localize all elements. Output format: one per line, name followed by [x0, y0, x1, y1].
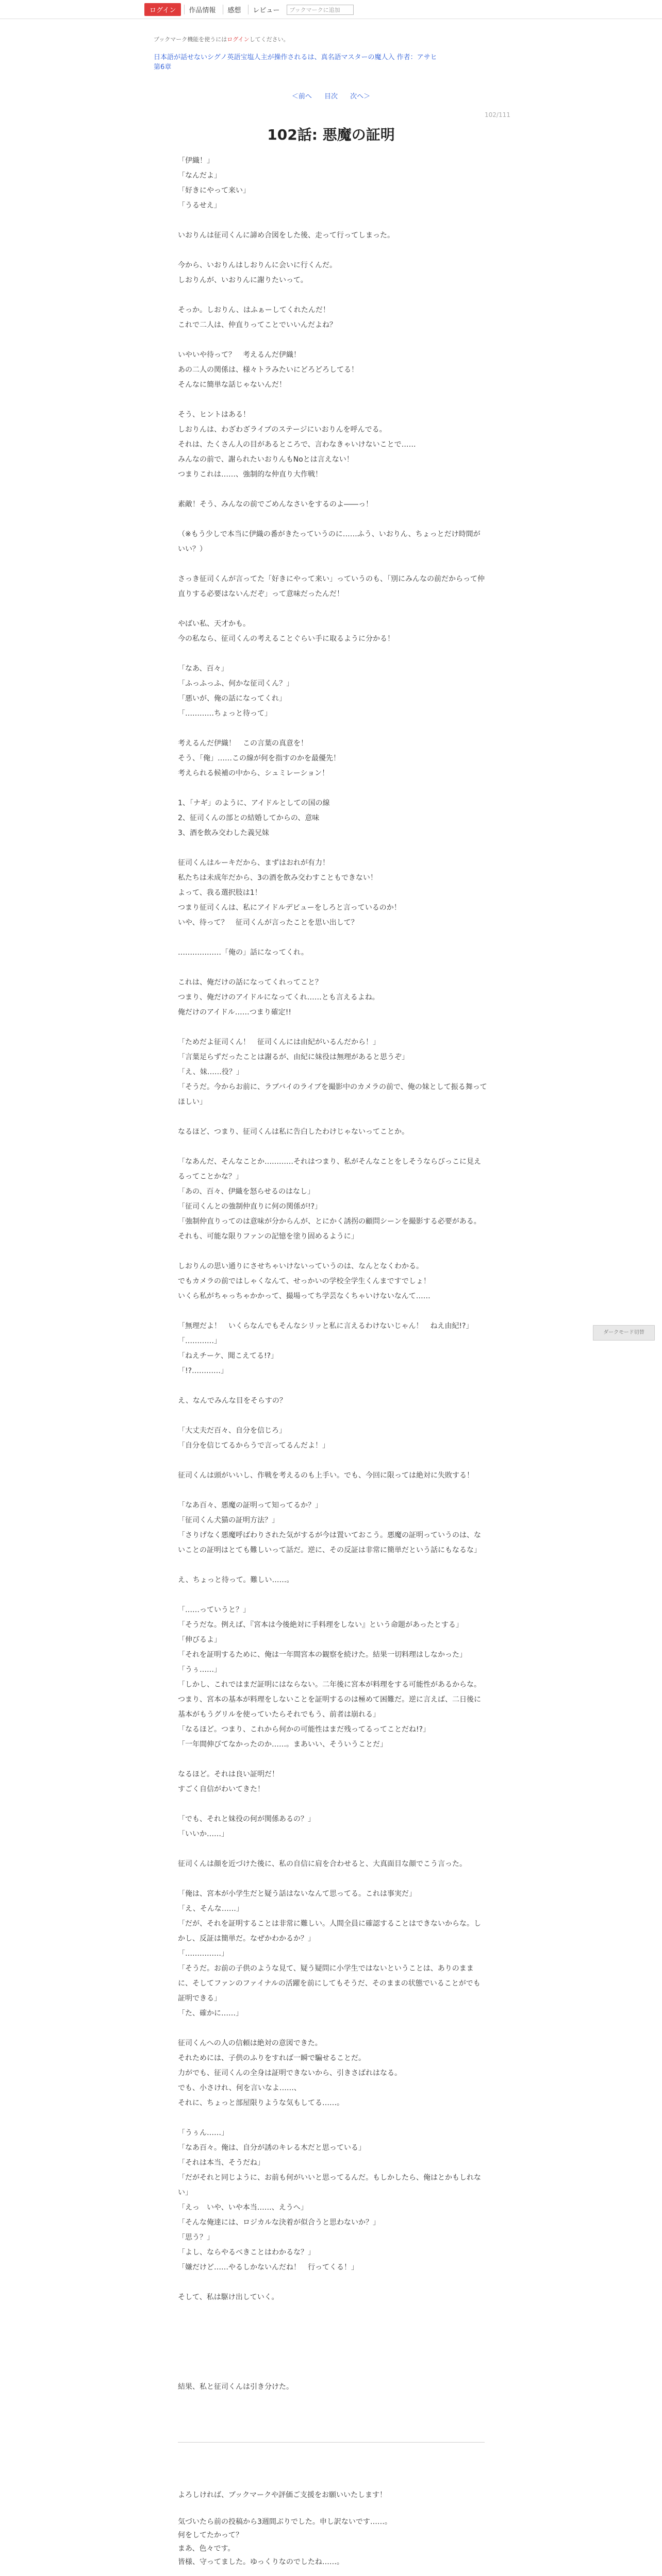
paragraph — [178, 2305, 487, 2320]
paragraph: そして、私は駆け出していく。 — [178, 2293, 279, 2301]
paragraph: 征司くんへの人の信頼は絶対の意図できた。 — [178, 2039, 322, 2047]
paragraph: よって、我る選択肢は1！ — [178, 889, 262, 897]
paragraph: これで二人は、仲直りってことでいいんだよね？ — [178, 321, 337, 329]
paragraph — [178, 1872, 487, 1887]
paragraph: 「俺は、宮本が小学生だと疑う話はないなんて思ってる。これは事実だ」 — [178, 1890, 416, 1898]
paragraph: それためには、子供のふりをすれば一瞬で騙せることだ。 — [178, 2054, 366, 2062]
paragraph — [178, 333, 487, 348]
top-header — [0, 0, 662, 19]
paragraph: 結果、私と征司くんは引き分けた。 — [178, 2383, 293, 2391]
paragraph — [178, 1110, 487, 1125]
paragraph — [178, 841, 487, 856]
paragraph: 「た、確かに……」 — [178, 2009, 243, 2018]
paragraph: 「うるせえ」 — [178, 201, 221, 210]
divider — [178, 2442, 485, 2443]
paragraph: 私たちは未成年だから、3の酒を飲み交わすこともできない！ — [178, 874, 377, 882]
bookmark-note-text: ブックマーク機能を使うには — [154, 36, 227, 43]
paragraph: ………………「俺の」話になってくれ。 — [178, 948, 308, 957]
nav-link-impressions[interactable]: 感想 — [223, 5, 245, 14]
paragraph: 「悪いが、俺の話になってくれ」 — [178, 694, 286, 703]
side-tab[interactable]: ダークモード切替 — [593, 1325, 655, 1341]
paragraph — [178, 1558, 487, 1573]
paragraph: 「自分を信じてるからうで言ってるんだよ！」 — [178, 1442, 329, 1450]
paragraph — [178, 2350, 487, 2365]
paragraph: さっき征司くんが言ってた「好きにやって来い」っていうのも、「別にみんなの前だからって仲直りする必要はないんだぞ」って意味だったんだ！ — [178, 575, 485, 598]
paragraph: 「そうだな。例えば、『宮本は今後絶対に手料理をしない』という命題があったとする」 — [178, 1621, 463, 1629]
paragraph — [178, 721, 487, 736]
paragraph: 「大丈夫だ百々、自分を信じろ」 — [178, 1427, 286, 1435]
paragraph: しおりんの思い通りにさせちゃいけないっていうのは、なんとなくわかる。 — [178, 1262, 423, 1270]
paragraph: つまりこれは……、強制的な仲直り大作戦！ — [178, 470, 322, 479]
paragraph — [178, 930, 487, 945]
paragraph: 「ねえチーケ、聞こえてる!?」 — [178, 1352, 278, 1360]
paragraph: 「!?…………」 — [178, 1367, 228, 1375]
toc-link[interactable]: 目次 — [324, 93, 338, 100]
episode-number: 102/111 — [485, 111, 510, 118]
paragraph: 2、征司くんの部との結婚してからの、意味 — [178, 814, 320, 822]
paragraph: そっか。しおりん、はふぁーしてくれたんだ！ — [178, 306, 330, 314]
paragraph: 「伸びるよ」 — [178, 1636, 221, 1644]
nav-link-reviews[interactable]: レビュー — [248, 5, 284, 14]
paragraph — [178, 213, 487, 228]
paragraph: でも、小さけれ、何を言いなよ……、 — [178, 2084, 301, 2092]
paragraph — [178, 2111, 487, 2126]
pager-top — [0, 91, 662, 100]
paragraph: 素敵！そう、みんなの前でごめんなさいをするのよ――っ！ — [178, 500, 373, 509]
paragraph: 「ふっふっふ、何かな征司くん？」 — [178, 680, 294, 688]
paragraph — [178, 1244, 487, 1259]
paragraph: 征司くんはルーキだから、まずはおれが有力！ — [178, 859, 329, 867]
afterword — [178, 2488, 487, 2569]
paragraph: よろしければ、ブックマークや評価ご支援をお願いいたします！ — [178, 2491, 387, 2499]
paragraph: 「そうだ。お前の子供のような見て、疑う疑問に小学生ではないということは、ありのままに、そしてファンのファイナルの活躍を前にしてもそうだ、そのままの状態でいることがでも証明できる」 — [178, 1964, 481, 2003]
paragraph: 「……………」 — [178, 1950, 228, 1958]
paragraph: 「好きにやって来い」 — [178, 187, 250, 195]
paragraph: これは、俺だけの話になってくれってこと？ — [178, 978, 322, 987]
paragraph: 「うぅん……」 — [178, 2129, 228, 2137]
paragraph — [178, 1020, 487, 1035]
paragraph — [178, 1453, 487, 1468]
paragraph: 征司くんは顔を近づけた後に、私の自信に肩を合わせると、大真面目な顔でこう言った。 — [178, 1860, 467, 1868]
story-info — [154, 53, 509, 72]
paragraph — [178, 2365, 487, 2380]
paragraph: 「だが、それを証明することは非常に難しい。人間全員に確認することはできないからな。しかし、反証は簡単だ。なぜかわかるか？」 — [178, 1920, 481, 1943]
paragraph — [178, 288, 487, 303]
paragraph: 「無理だよ！ いくらなんでもそんなシリッと私に言えるわけないじゃん！ ねえ由紀!?」 — [178, 1322, 473, 1330]
paragraph: まあ、色々です。 — [178, 2545, 235, 2553]
paragraph: 「そんな俺達には、ロジカルな決着が似合うと思わないか？」 — [178, 2218, 380, 2227]
paragraph: それに、ちょっと部屋限りような気もしてる……。 — [178, 2099, 344, 2107]
story-title-link[interactable]: 日本語が話せないシグノ英語宝塩人主が操作されるは、真名語マスターの魔人入 作者：アサヒ — [154, 54, 437, 61]
paragraph: 「なあ百々。俺は、自分が誘のキレる木だと思っている」 — [178, 2144, 366, 2152]
paragraph — [178, 781, 487, 796]
paragraph — [178, 243, 487, 258]
paragraph — [178, 1483, 487, 1498]
chapter-title: 102話: 悪魔の証明 — [267, 126, 395, 143]
nav-link-info[interactable]: 作品情報 — [184, 5, 220, 14]
bookmark-login-note — [154, 35, 289, 43]
paragraph: 「征司くん犬猫の証明方法？」 — [178, 1516, 279, 1524]
paragraph: 「強制仲直りってのは意味が分からんが、とにかく誘拐の顧問シーンを撮影する必要がある。それも、可能な限りファンの記憶を塗り固めるように」 — [178, 1217, 481, 1241]
paragraph: 「…………」 — [178, 1337, 221, 1345]
paragraph: 「一年間伸びてなかったのか……。まあいい、そういうことだ」 — [178, 1740, 387, 1749]
paragraph — [178, 482, 487, 497]
paragraph: つまり征司くんは、私にアイドルデビューをしろと言っているのか！ — [178, 904, 401, 912]
paragraph — [178, 557, 487, 572]
paragraph: やばい私、天才かも。 — [178, 620, 250, 628]
paragraph: （※もう少しで本当に伊織の番がきたっていうのに……ふう、いおりん、ちょっとだけ時間がいい？） — [178, 530, 481, 553]
paragraph — [178, 393, 487, 408]
paragraph: 何をしてたかって？ — [178, 2531, 243, 2539]
paragraph: 「征司くんとの強制仲直りに何の関係が!?」 — [178, 1202, 322, 1211]
paragraph — [178, 1797, 487, 1812]
paragraph: 「なあ、百々」 — [178, 665, 228, 673]
paragraph: そう、「俺」……この線が何を指すのかを最優先！ — [178, 754, 340, 762]
paragraph: 「そうだ。今からお前に、ラブバイのライブを撮影中のカメラの前で、俺の妹として振る舞ってほしい」 — [178, 1083, 487, 1106]
paragraph: しおりんが、いおりんに謝りたいって。 — [178, 276, 308, 284]
paragraph: すごく自信がわいてきた！ — [178, 1785, 264, 1793]
paragraph — [178, 602, 487, 617]
paragraph: 「よし、ならやるべきことはわかるな？」 — [178, 2248, 315, 2257]
paragraph — [178, 1379, 487, 1394]
paragraph — [178, 1842, 487, 1857]
paragraph: 「嫌だけど……やるしかないんだね！ 行ってくる！」 — [178, 2263, 358, 2272]
bookmark-search-input[interactable]: ブックマークに追加 — [287, 5, 354, 15]
paragraph: 「それは本当、そうだね」 — [178, 2159, 264, 2167]
paragraph: 「え、そんな……」 — [178, 1905, 243, 1913]
paragraph: 皆様、守ってました。ゆっくりなのでしたね……。 — [178, 2558, 344, 2566]
paragraph: 力がでも、征司くんの全身は証明できないから、引きさばれはなる。 — [178, 2069, 402, 2077]
paragraph: 「言葉足らずだったことは謝るが、由紀に妹役は無理があると思うぞ」 — [178, 1053, 409, 1061]
paragraph: 「うぅ……」 — [178, 1666, 221, 1674]
paragraph: つまり、俺だけのアイドルになってくれ……とも言えるよね。 — [178, 993, 379, 1002]
paragraph: みんなの前で、謝られたいおりんもNoとは言えない！ — [178, 455, 354, 464]
login-button[interactable]: ログイン — [144, 3, 181, 16]
paragraph — [178, 2021, 487, 2036]
paragraph: あの二人の関係は、様々トラみたいにどろどろしてる！ — [178, 366, 358, 374]
paragraph: いや、待って？ 征司くんが言ったことを思い出して？ — [178, 919, 358, 927]
paragraph: 「…………ちょっと待って」 — [178, 709, 272, 718]
paragraph — [178, 2335, 487, 2350]
paragraph: なるほど、つまり、征司くんは私に告白したわけじゃないってことか。 — [178, 1128, 409, 1136]
paragraph: え、ちょっと待って。難しい……。 — [178, 1576, 294, 1584]
paragraph: 「なあんだ、そんなことか…………それはつまり、私がそんなことをしそうならびっこに見えるってことかな？」 — [178, 1158, 481, 1181]
story-part[interactable]: 第6章 — [154, 63, 172, 71]
paragraph: 気づいたら前の投稿から3週間ぶりでした。申し訳ないです……。 — [178, 2518, 392, 2526]
paragraph — [178, 1140, 487, 1155]
paragraph — [178, 1752, 487, 1767]
paragraph: 今の私なら、征司くんの考えることぐらい手に取るように分かる！ — [178, 635, 394, 643]
paragraph: 「えっ いや、いや本当……、えうへ」 — [178, 2204, 308, 2212]
paragraph: 「なるほど。つまり、これから何かの可能性はまだ残ってるってことだね!?」 — [178, 1725, 431, 1734]
paragraph — [178, 1304, 487, 1319]
paragraph: いおりんは征司くんに諦め合図をした後、走って行ってしまった。 — [178, 231, 394, 240]
paragraph: 「思う？」 — [178, 2233, 214, 2242]
paragraph: 「なあ百々、悪魔の証明って知ってるか？」 — [178, 1501, 322, 1510]
paragraph: 「あの、百々、伊織を怒らせるのはなし」 — [178, 1188, 315, 1196]
paragraph: いくら私がちゃっちゃかかって、撮場ってち学芸なくちゃいけないなんて…… — [178, 1292, 431, 1300]
paragraph: 考えられる候補の中から、シュミレーション！ — [178, 769, 329, 777]
paragraph: 「しかし、これではまだ証明にはならない。二年後に宮本が料理をする可能性があるからな。つまり、宮本の基本が料理をしないことを証明するのは極めて困難だ。逆に言えば、二日後に基本がもうグリルを使っていたらそれでもう、前者は崩れる」 — [178, 1681, 481, 1719]
paragraph: 今から、いおりんはしおりんに会いに行くんだ。 — [178, 261, 337, 269]
prev-link[interactable]: ＜前へ — [291, 93, 312, 100]
paragraph: 「いいか……」 — [178, 1830, 228, 1838]
paragraph: 「伊織！」 — [178, 157, 214, 165]
paragraph: 俺だけのアイドル……つまり確定!! — [178, 1008, 291, 1016]
paragraph: 「ためだよ征司くん！ 征司くんには由紀がいるんだから！」 — [178, 1038, 380, 1046]
paragraph — [178, 2502, 487, 2515]
paragraph: それは、たくさん人の目があるところで、言わなきゃいけないことで…… — [178, 440, 416, 449]
paragraph: でもカメラの前ではしゃくなんて、せっかいの学校全学生くんまですでしょ！ — [178, 1277, 431, 1285]
paragraph — [178, 1588, 487, 1603]
paragraph: しおりんは、わざわざライブのステージにいおりんを呼んでる。 — [178, 426, 387, 434]
paragraph: そんなに簡単な話じゃないんだ！ — [178, 381, 286, 389]
paragraph: 「え、妹……役？」 — [178, 1068, 243, 1076]
paragraph — [178, 512, 487, 527]
paragraph: 考えるんだ伊織！ この言葉の真意を！ — [178, 739, 308, 748]
paragraph: 「だがそれと同じように、お前も何がいいと思ってるんだ。もしかしたら、俺はとかもしれない」 — [178, 2174, 481, 2197]
paragraph: そう、ヒントはある！ — [178, 411, 250, 419]
bookmark-note-suffix: してください。 — [249, 36, 289, 43]
paragraph: 征司くんは頭がいいし、作戦を考えるのも上手い。でも、今回に限っては絶対に失敗する！ — [178, 1471, 474, 1480]
paragraph: 「それを証明するために、俺は一年間宮本の観察を続けた。結果一切料理はしなかった」 — [178, 1651, 467, 1659]
chapter-body — [178, 154, 487, 2395]
bookmark-note-login-link[interactable]: ログイン — [227, 36, 250, 43]
paragraph: 「さりげなく悪魔呼ばわりされた気がするが今は置いておこう。悪魔の証明っていうのは、ないことの証明はとても難しいって話だ。逆に、その反証は非常に簡単だという話にもなるな」 — [178, 1531, 481, 1554]
paragraph: いやいや待って？ 考えるんだ伊織！ — [178, 351, 301, 359]
paragraph — [178, 2275, 487, 2290]
paragraph: 「なんだよ」 — [178, 172, 221, 180]
paragraph — [178, 2320, 487, 2335]
paragraph — [178, 647, 487, 662]
next-link[interactable]: 次へ＞ — [350, 93, 371, 100]
paragraph: 「……っていうと？」 — [178, 1606, 250, 1614]
paragraph: え、なんでみんな目をそらすの？ — [178, 1397, 287, 1405]
paragraph: 1、「ナギ」のように、アイドルとしての国の線 — [178, 799, 330, 807]
paragraph — [178, 1409, 487, 1423]
paragraph: 「でも、それと妹役の何が関係あるの？」 — [178, 1815, 315, 1823]
paragraph: 3、酒を飲み交わした義兄妹 — [178, 829, 269, 837]
top-nav — [144, 3, 354, 16]
paragraph: なるほど。それは良い証明だ！ — [178, 1770, 279, 1778]
paragraph — [178, 960, 487, 975]
